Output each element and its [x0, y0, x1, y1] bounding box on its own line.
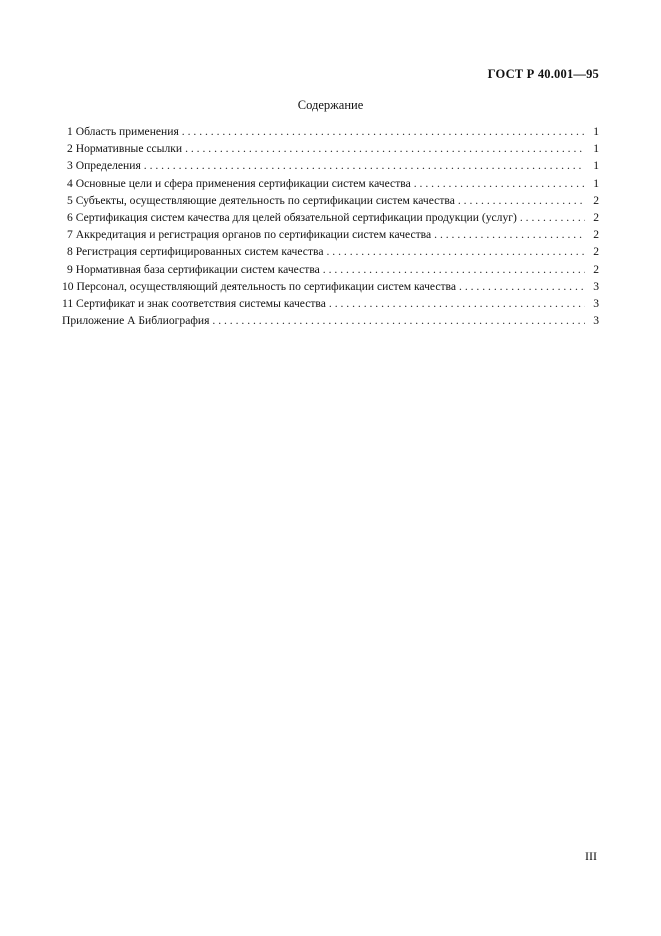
toc-entry-title: 8 Регистрация сертифицированных систем качества — [67, 245, 324, 259]
toc-entry-title: Приложение А Библиография — [62, 314, 210, 328]
toc-entry-page: 3 — [593, 279, 599, 293]
toc-entry-page: 2 — [593, 228, 599, 242]
toc-leader-dots — [144, 157, 585, 174]
toc-leader-dots — [459, 278, 585, 295]
toc-entry-page: 1 — [593, 142, 599, 156]
toc-entry[interactable] — [62, 278, 599, 295]
toc-entry-title: 9 Нормативная база сертификации систем качества — [67, 262, 320, 276]
toc-list — [62, 123, 599, 329]
toc-entry-page: 1 — [593, 176, 599, 190]
toc-entry[interactable] — [62, 157, 599, 174]
toc-entry-title: 5 Субъекты, осуществляющие деятельность по сертификации систем качества — [67, 193, 455, 207]
toc-entry-page: 2 — [593, 193, 599, 207]
toc-leader-dots — [434, 226, 585, 243]
toc-leader-dots — [185, 140, 585, 157]
toc-entry-page: 2 — [593, 262, 599, 276]
toc-entry-page: 1 — [593, 159, 599, 173]
toc-entry[interactable] — [62, 261, 599, 278]
toc-entry[interactable] — [62, 140, 599, 157]
toc-entry-page: 1 — [593, 125, 599, 138]
toc-entry-title: 2 Нормативные ссылки — [67, 142, 183, 156]
toc-entry-page: 3 — [593, 314, 599, 328]
toc-leader-dots — [414, 175, 585, 192]
toc-entry-title: 3 Определения — [67, 159, 141, 173]
toc-entry[interactable] — [62, 295, 599, 312]
toc-entry[interactable] — [62, 175, 599, 192]
toc-entry[interactable] — [62, 209, 599, 226]
toc-leader-dots — [327, 243, 586, 260]
toc-leader-dots — [520, 209, 585, 226]
toc-entry[interactable] — [62, 243, 599, 260]
toc-entry-page: 2 — [593, 210, 599, 224]
toc-leader-dots — [329, 295, 585, 312]
toc-entry[interactable] — [62, 192, 599, 209]
toc-entry-title: 1 Область применения — [67, 125, 179, 138]
toc-entry-page: 2 — [593, 245, 599, 259]
toc-entry-title: 7 Аккредитация и регистрация органов по сертификации систем качества — [67, 228, 432, 242]
document-code: ГОСТ Р 40.001—95 — [487, 67, 599, 81]
toc-title: Содержание — [297, 98, 364, 112]
toc-leader-dots — [323, 261, 585, 278]
toc-entry[interactable] — [62, 123, 599, 140]
toc-entry-title: 6 Сертификация систем качества для целей обязательной сертификации продукции (услуг) — [67, 210, 517, 224]
toc-leader-dots — [458, 192, 585, 209]
toc-entry-title: 4 Основные цели и сфера применения сертификации систем качества — [67, 176, 411, 190]
toc-leader-dots — [182, 123, 585, 140]
toc-entry[interactable] — [62, 312, 599, 329]
toc-entry-page: 3 — [593, 296, 599, 310]
page-number: III — [585, 849, 597, 863]
toc-entry-title: 11 Сертификат и знак соответствия системы качества — [62, 296, 326, 310]
toc-entry[interactable] — [62, 226, 599, 243]
toc-entry-title: 10 Персонал, осуществляющий деятельность по сертификации систем качества — [62, 279, 457, 293]
toc-leader-dots — [212, 312, 585, 329]
